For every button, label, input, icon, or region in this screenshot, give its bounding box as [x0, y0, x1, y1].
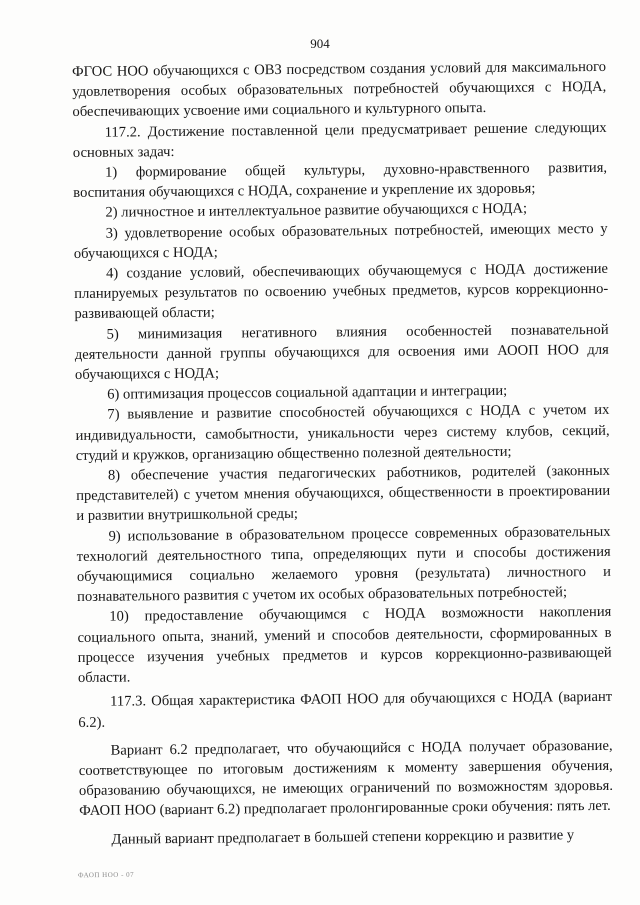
paragraph-117-3-heading: 117.3. Общая характеристика ФАОП НОО для обучающихся с НОДА (вариант 6.2).	[78, 689, 613, 731]
paragraph-variant-description: Вариант 6.2 предполагает, что обучающийся с НОДА получает образование, соответствующее по итоговым достижениям к моменту завершения обучения, образованию обучающихся, не имеющих ограничений по возможностям здоровья. ФАОП НОО (вариант 6.2) предполагает пролонгированные сроки обучения: пять лет.	[78, 737, 614, 820]
document-body	[72, 57, 614, 850]
task-item-4: 4) создание условий, обеспечивающих обучающемуся с НОДА достижение планируемых результатов по освоению учебных предметов, курсов коррекционно-развивающей области;	[74, 260, 609, 323]
paragraph-117-2: 117.2. Достижение поставленной цели предусматривает решение следующих основных задач:	[72, 119, 607, 161]
paragraph-variant-continued: Данный вариант предполагает в большей степени коррекцию и развитие у	[111, 826, 575, 848]
footer-mark: ФАОП НОО - 07	[77, 870, 135, 880]
task-item-8: 8) обеспечение участия педагогических работников, родителей (законных представителей) с учетом мнения обучающихся, общественности в проектировании и развитии внутришкольной среды;	[76, 462, 611, 525]
task-item-9: 9) использование в образовательном процессе современных образовательных технологий деятельностного типа, определяющих пути и способы достижения обучающимися социально желаемого уровня (результата) личностного и познавательного развития с учетом их особых образовательных потребностей;	[76, 523, 611, 606]
page-number: 904	[310, 36, 330, 51]
task-item-1: 1) формирование общей культуры, духовно-нравственного развития, воспитания обучающихся с НОДА, сохранение и укрепление их здоровья;	[73, 159, 608, 202]
task-item-2: 2) личностное и интеллектуальное развитие обучающихся с НОДА;	[105, 201, 528, 222]
task-item-7: 7) выявление и развитие способностей обучающихся с НОДА с учетом их индивидуальности, самобытности, уникальности через систему клубов, секций, студий и кружков, организацию общественно полезной деятельности;	[75, 402, 610, 464]
task-item-5: 5) минимизация негативного влияния особенностей познавательной деятельности данной группы обучающихся для освоения ими АООП НОО для обучающихся с НОДА;	[74, 321, 609, 384]
paragraph-intro: ФГОС НОО обучающихся с ОВЗ посредством создания условий для максимального удовлетворения особых образовательных потребностей обучающихся с НОДА, обеспечивающих усвоение ими социального и культурного опыта.	[72, 58, 607, 121]
task-item-6: 6) оптимизация процессов социальной адаптации и интеграции;	[107, 383, 508, 403]
task-item-10: 10) предоставление обучающимся с НОДА возможности накопления социального опыта, знаний, умений и способов деятельности, сформированных в процессе изучения учебных предметов и курсов коррекционно-развивающей области.	[77, 604, 612, 687]
task-item-3: 3) удовлетворение особых образовательных потребностей, имеющих место у обучающихся с НОДА;	[73, 220, 608, 262]
